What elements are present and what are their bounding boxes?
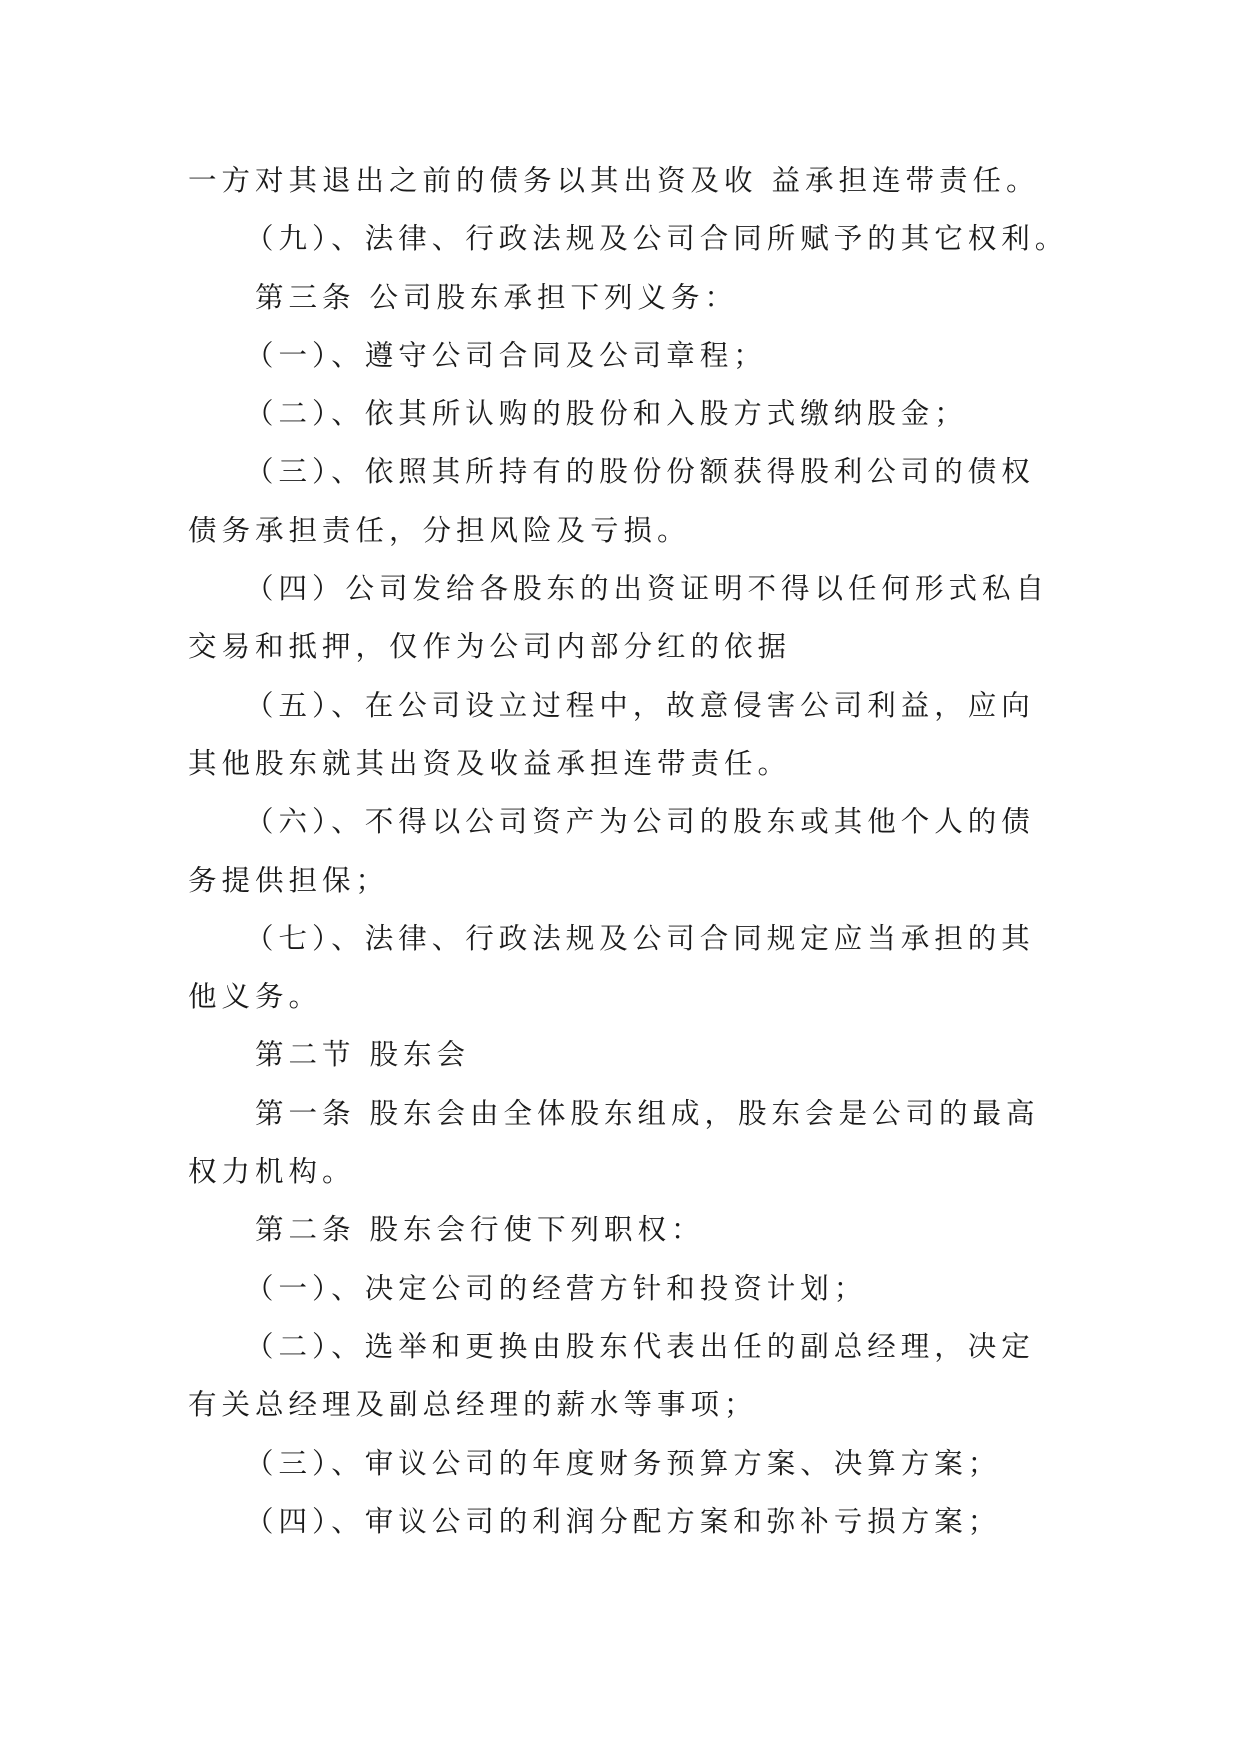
paragraph-line: （二）、选举和更换由股东代表出任的副总经理，决定 bbox=[245, 1329, 1035, 1363]
paragraph-line: 务提供担保； bbox=[188, 863, 390, 897]
paragraph-line: 权力机构。 bbox=[188, 1155, 356, 1189]
paragraph-line: （四）公司发给各股东的出资证明不得以任何形式私自 bbox=[245, 572, 1050, 606]
paragraph-line: 有关总经理及副总经理的薪水等事项； bbox=[188, 1388, 758, 1422]
section-heading: 第二节 股东会 bbox=[255, 1038, 471, 1072]
paragraph-line: （三）、审议公司的年度财务预算方案、决算方案； bbox=[245, 1446, 1002, 1480]
paragraph-line: （一）、决定公司的经营方针和投资计划； bbox=[245, 1271, 868, 1305]
paragraph-line: （一）、遵守公司合同及公司章程； bbox=[245, 338, 767, 372]
paragraph-line: 一方对其退出之前的债务以其出资及收 益承担连带责任。 bbox=[188, 164, 1040, 197]
paragraph-line: （七）、法律、行政法规及公司合同规定应当承担的其 bbox=[245, 921, 1035, 955]
paragraph-line: （三）、依照其所持有的股份份额获得股利公司的债权 bbox=[245, 455, 1035, 489]
paragraph-line: 交易和抵押，仅作为公司内部分红的依据 bbox=[188, 630, 792, 664]
paragraph-line: （九）、法律、行政法规及公司合同所赋予的其它权利。 bbox=[245, 222, 1069, 256]
document-body bbox=[188, 152, 1069, 1551]
paragraph-line: （五）、在公司设立过程中，故意侵害公司利益，应向 bbox=[245, 688, 1035, 722]
article-heading: 第一条 股东会由全体股东组成，股东会是公司的最高 bbox=[255, 1096, 1040, 1130]
paragraph-line: （四）、审议公司的利润分配方案和弥补亏损方案； bbox=[245, 1504, 1002, 1538]
paragraph-line: （六）、不得以公司资产为公司的股东或其他个人的债 bbox=[245, 805, 1035, 839]
article-heading: 第三条 公司股东承担下列义务： bbox=[255, 280, 739, 314]
paragraph-line: 债务承担责任，分担风险及亏损。 bbox=[188, 513, 691, 547]
article-heading: 第二条 股东会行使下列职权： bbox=[255, 1213, 705, 1247]
paragraph-line: 他义务。 bbox=[188, 980, 323, 1014]
paragraph-line: 其他股东就其出资及收益承担连带责任。 bbox=[188, 746, 792, 780]
paragraph-line: （二）、依其所认购的股份和入股方式缴纳股金； bbox=[245, 397, 968, 431]
